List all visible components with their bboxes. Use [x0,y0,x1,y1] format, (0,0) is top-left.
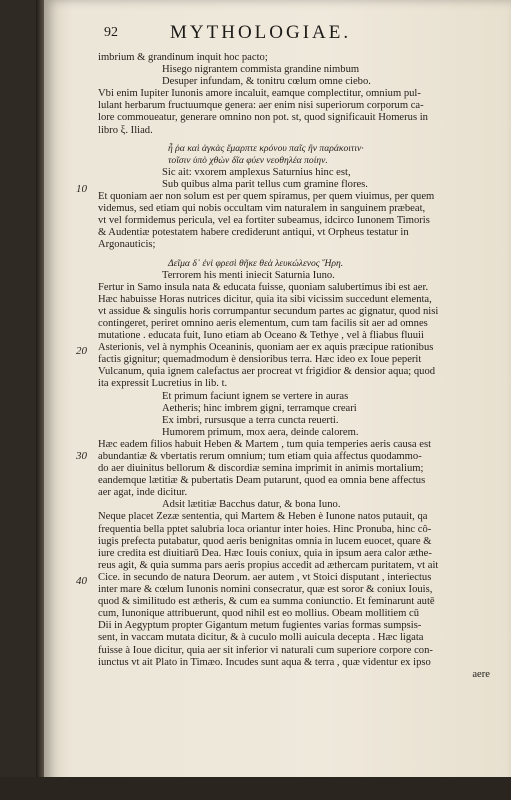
verse-line: Desuper infundam, & tonitru cœlum omne ciebo. [162,76,371,88]
text-line: Et quoniam aer non solum est per quem spiramus, per quem viuimus, per quem [98,191,435,203]
running-title: MYTHOLOGIAE. [170,22,352,43]
text-line: contingeret, periret omnino aeris elementum, cum tam facilis sit aer ad omnes [98,317,428,329]
verse-line: Humorem primum, mox aera, deinde calorem. [162,426,359,438]
scan-border [0,777,511,800]
page-header [104,22,474,46]
text-line: do aer diuinitus bellorum & discordiæ semina imprimit in animis mortalium; [98,463,424,475]
text-line: vt vel formidemus pericula, vel ea fortiter subeamus, idcirco Iunonem Timoris [98,215,430,227]
text-line: frequentia bella pptet salubria loca oriantur inter hoies. Hinc Pronuba, hinc cô- [98,523,432,535]
text-line: factis gignitur; quemadmodum è densioribus terra. Hæc ideo ex Ioue peperit [98,354,422,366]
text-line: Hæc habuisse Horas nutrices dicitur, quia ita sibi vicissim succedunt elementa, [98,293,432,305]
text-line: iugis prefecta putabatur, quod aeris benignitas omnia in lucem euocet, quare & [98,535,432,547]
text-line: Vulcanum, quia ignem calefactus aer procreat vt frigidior & densior aqua; quod [98,366,436,378]
text-line: fuisse à Ioue dicitur, quia aer sit inferior vi naturali cum superiore corpore con- [98,644,433,656]
margin-line-number: 30 [76,450,87,462]
text-line: reus agit, & quia summa pars aeris propius accedit ad æthercam puritatem, vt ait [98,559,439,571]
text-line: inter mare & cœlum Iunonis nomini consecratur, quæ est soror & coniux Iouis, [98,584,433,596]
text-line: videmus, sed etiam qui nobis occultam vim naturalem in sanguinem præbeat, [98,203,426,215]
verse-line: Ex imbri, rursusque a terra cuncta reuerti. [162,414,339,426]
margin-line-number: 20 [76,345,87,357]
verse-line: Hisego nigrantem commista grandine nimbum [162,64,360,76]
text-line: Dii in Aegyptum propter Gigantum metum fugientes varias formas sumpsis- [98,620,422,632]
greek-line: Δεῖμα δ᾽ ἐνὶ φρεσὶ θῆκε θεὰ λευκώλενος Ἥρη. [168,257,344,269]
text-line: imbrium & grandinum inquit hoc pacto; [98,52,268,63]
greek-line: ἦ ῥα καὶ ἀγκὰς ἔμαρπτε κρόνου παῖς ἣν παράκοιτιν· [168,142,364,154]
text-line: cum, Iunonique attribuerunt, quod nihil est eo mollius. Obeam mollitiem cū [98,608,419,620]
text-line: lulant herbarum fructuumque genera: aer enim nisi superiorum corporum ca- [98,100,424,112]
text-line: lore commoueatur, generare omnino non pot. st, quod significauit Homerus in [98,112,428,124]
text-line: quod & similitudo est ætheris, & cum ea summa coniunctio. Et feminarunt autē [98,596,435,608]
margin-line-number: 10 [76,183,87,195]
page-number: 92 [104,25,118,40]
verse-line: Adsit lætitiæ Bacchus datur, & bona Iuno. [162,499,341,511]
greek-line: τοῖσιν ὑπὸ χθὼν δῖα φύεν νεοθηλέα ποίην. [168,154,328,166]
text-line: libro ξ. Iliad. [98,124,153,136]
body-text [98,52,490,681]
margin-line-number: 40 [76,575,87,587]
text-line: iunctus vt ait Plato in Timæo. Incudes sunt aqua & terra , quæ videntur ex ipso [98,656,431,668]
text-line: mutatione . educata fuit, Iuno etiam ab Oceano & Tethye , vel à fliabus fluuii [98,330,424,342]
text-line: aer agat, inde dicitur. [98,487,188,499]
text-line: Vbi enim Iupiter Iunonis amore incaluit, eamque complectitur, omnium pul- [98,88,421,100]
text-line: Neque placet Zezæ sententia, qui Martem & Heben è Iunone natos putauit, qa [98,511,428,523]
text-line: Cice. in secundo de natura Deorum. aer autem , vt Stoici disputant , interiectus [98,571,432,583]
text-line: vt assidue & singulis horis corrumpantur secundum partes ac gignatur, quod nisi [98,305,439,317]
text-line: Fertur in Samo insula nata & educata fuisse, quoniam salubertimus ibi est aer. [98,281,429,293]
verse-line: Terrorem his menti iniecit Saturnia Iuno. [162,269,335,281]
text-line: iure credita est diuitiarū Dea. Hæc Iouis coniux, quia in ipsum aera calor æthe- [98,547,432,559]
text-line: Asterionis, vel à nymphis Oceaninis, quoniam aer ex aquis præcipue rationibus [98,342,434,354]
text-line: & Audentiæ potestatem habere crediderunt antiqui, vt Orpheus testatur in [98,227,409,239]
text-line: Hæc eadem filios habuit Heben & Martem , tum quia temperies aeris causa est [98,438,432,450]
verse-line: Sic ait: vxorem amplexus Saturnius hinc est, [162,166,351,178]
text-line: Argonauticis; [98,239,156,251]
text-line: ita expressit Lucretius in lib. t. [98,378,228,390]
verse-line: Sub quibus alma parit tellus cum gramine flores. [162,178,368,190]
text-line: abundantiæ & vbertatis rerum omnium; tum etiam quia affectus quodammo- [98,451,422,462]
verse-line: Et primum faciunt ignem se vertere in auras [162,390,349,402]
verse-line: Aetheris; hinc imbrem gigni, terramque creari [162,402,357,414]
text-line: sent, in vaccam mutata dicitur, & à cuculo molli auicula decepta . Hæc ligata [98,632,424,644]
catchword: aere [472,668,490,680]
text-line: eandemque lætitiæ & pubertatis Deam putarunt, quod ea omnia bene affectus [98,475,426,487]
